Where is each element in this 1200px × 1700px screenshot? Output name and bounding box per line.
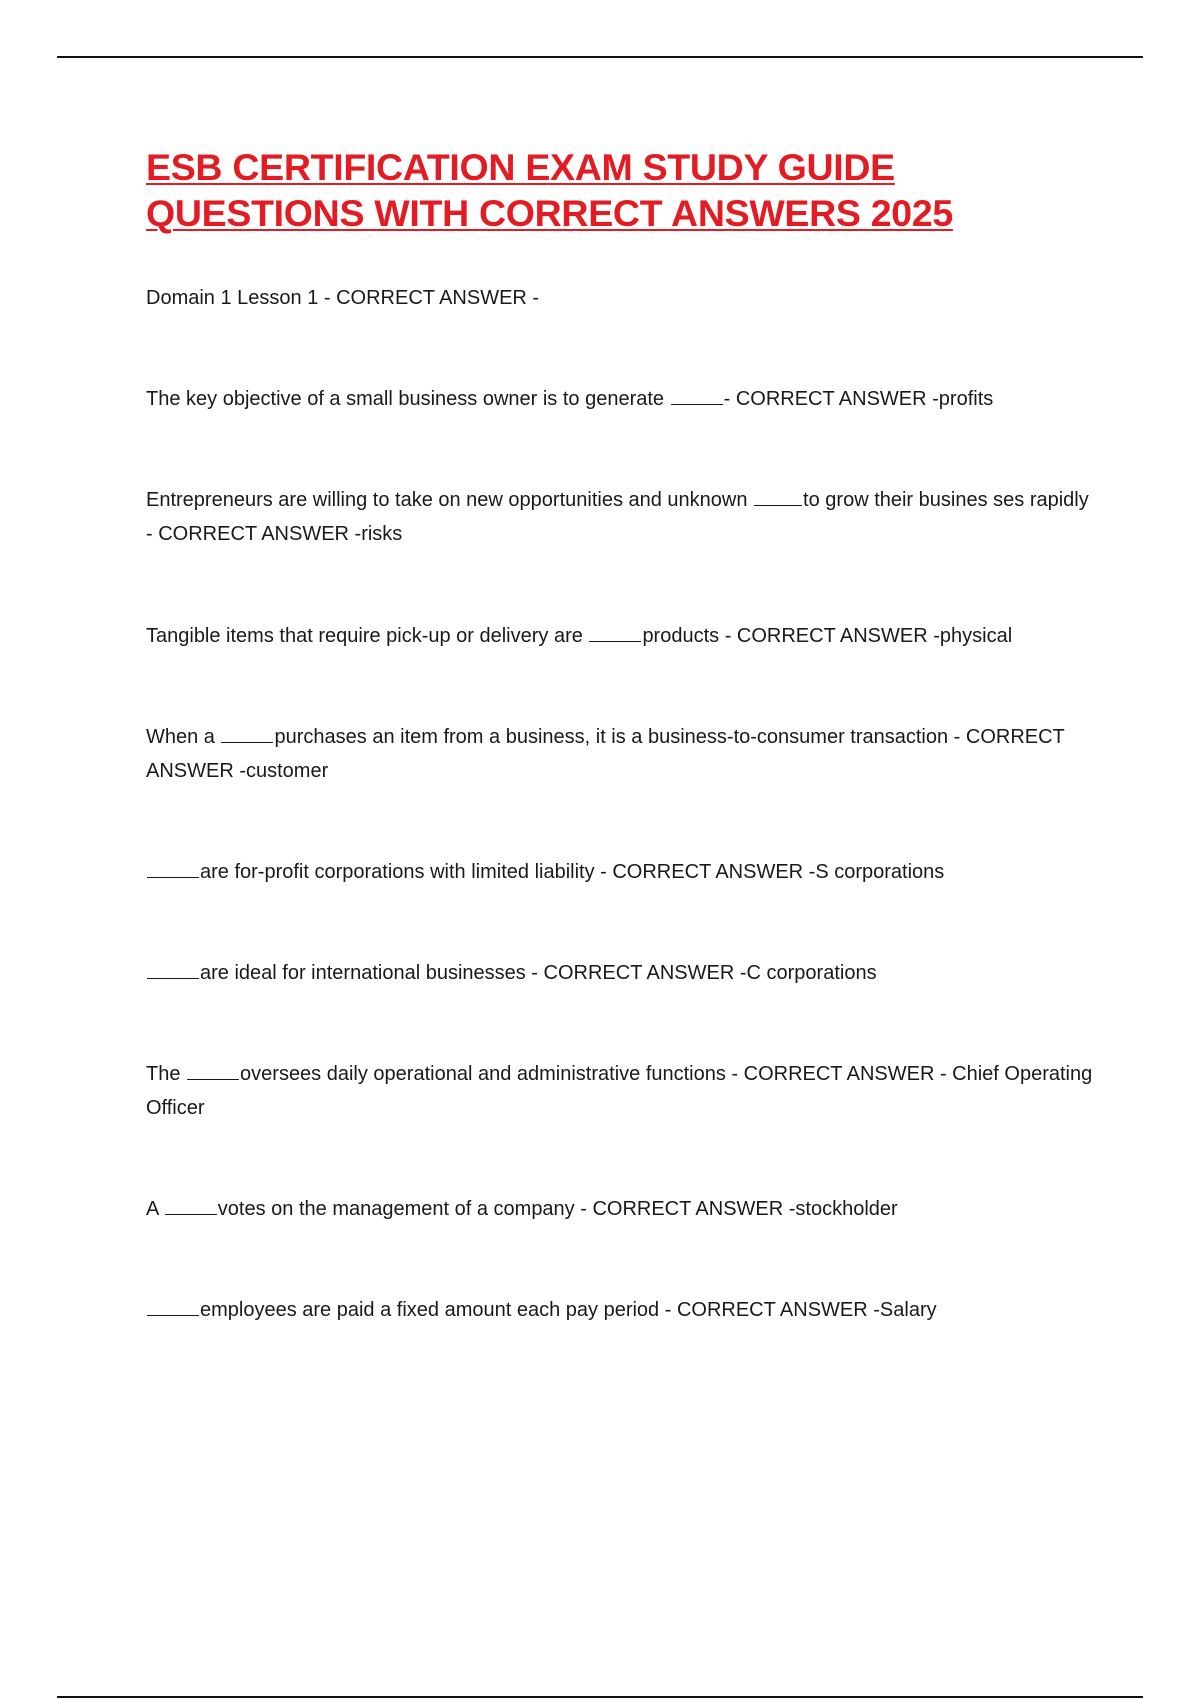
qa-item-customer bbox=[146, 720, 1096, 788]
question-text: A bbox=[146, 1198, 164, 1220]
answer-text: are for-profit corporations with limited liability - CORRECT ANSWER -S corporations bbox=[200, 861, 945, 883]
qa-item-salary bbox=[146, 1293, 1096, 1327]
answer-blank bbox=[589, 623, 641, 642]
qa-item-s-corporations bbox=[146, 855, 1096, 889]
question-text: Domain 1 Lesson 1 - CORRECT ANSWER - bbox=[146, 287, 540, 309]
question-text: The bbox=[146, 1063, 187, 1085]
answer-text: purchases an item from a business, it is a business-to-consumer transaction - CORRECT ANSWER -customer bbox=[146, 726, 1065, 782]
answer-text: products - CORRECT ANSWER -physical bbox=[642, 625, 1013, 647]
answer-text: - CORRECT ANSWER -profits bbox=[723, 388, 994, 410]
answer-blank bbox=[754, 487, 802, 506]
answer-blank bbox=[147, 960, 199, 979]
answer-blank bbox=[671, 386, 723, 405]
answer-blank bbox=[187, 1061, 239, 1080]
top-rule bbox=[57, 56, 1143, 58]
bottom-rule bbox=[57, 1696, 1143, 1698]
answer-text: oversees daily operational and administrative functions - CORRECT ANSWER - Chief Operating Officer bbox=[146, 1063, 1093, 1119]
answer-blank bbox=[165, 1196, 217, 1215]
document-title bbox=[146, 144, 1146, 236]
qa-item-physical bbox=[146, 619, 1096, 653]
qa-item-c-corporations bbox=[146, 956, 1096, 990]
question-text: Entrepreneurs are willing to take on new opportunities and unknown bbox=[146, 489, 754, 511]
answer-text: employees are paid a fixed amount each pay period - CORRECT ANSWER -Salary bbox=[200, 1299, 937, 1321]
question-text: Tangible items that require pick-up or delivery are bbox=[146, 625, 589, 647]
answer-text: are ideal for international businesses - CORRECT ANSWER -C corporations bbox=[200, 962, 877, 984]
answer-text: to grow their busines ses rapidly - CORRECT ANSWER -risks bbox=[146, 489, 1089, 545]
title-line-1: ESB CERTIFICATION EXAM STUDY GUIDE bbox=[146, 146, 895, 188]
qa-item-domain-heading bbox=[146, 281, 1096, 315]
qa-item-stockholder bbox=[146, 1192, 1096, 1226]
question-text: When a bbox=[146, 726, 221, 748]
qa-item-risks bbox=[146, 483, 1096, 551]
qa-item-profits bbox=[146, 382, 1096, 416]
answer-blank bbox=[221, 724, 273, 743]
answer-blank bbox=[147, 1297, 199, 1316]
answer-blank bbox=[147, 859, 199, 878]
question-text: The key objective of a small business owner is to generate bbox=[146, 388, 670, 410]
qa-item-coo bbox=[146, 1057, 1096, 1125]
answer-text: votes on the management of a company - CORRECT ANSWER -stockholder bbox=[217, 1198, 898, 1220]
title-line-2: QUESTIONS WITH CORRECT ANSWERS 2025 bbox=[146, 192, 953, 234]
